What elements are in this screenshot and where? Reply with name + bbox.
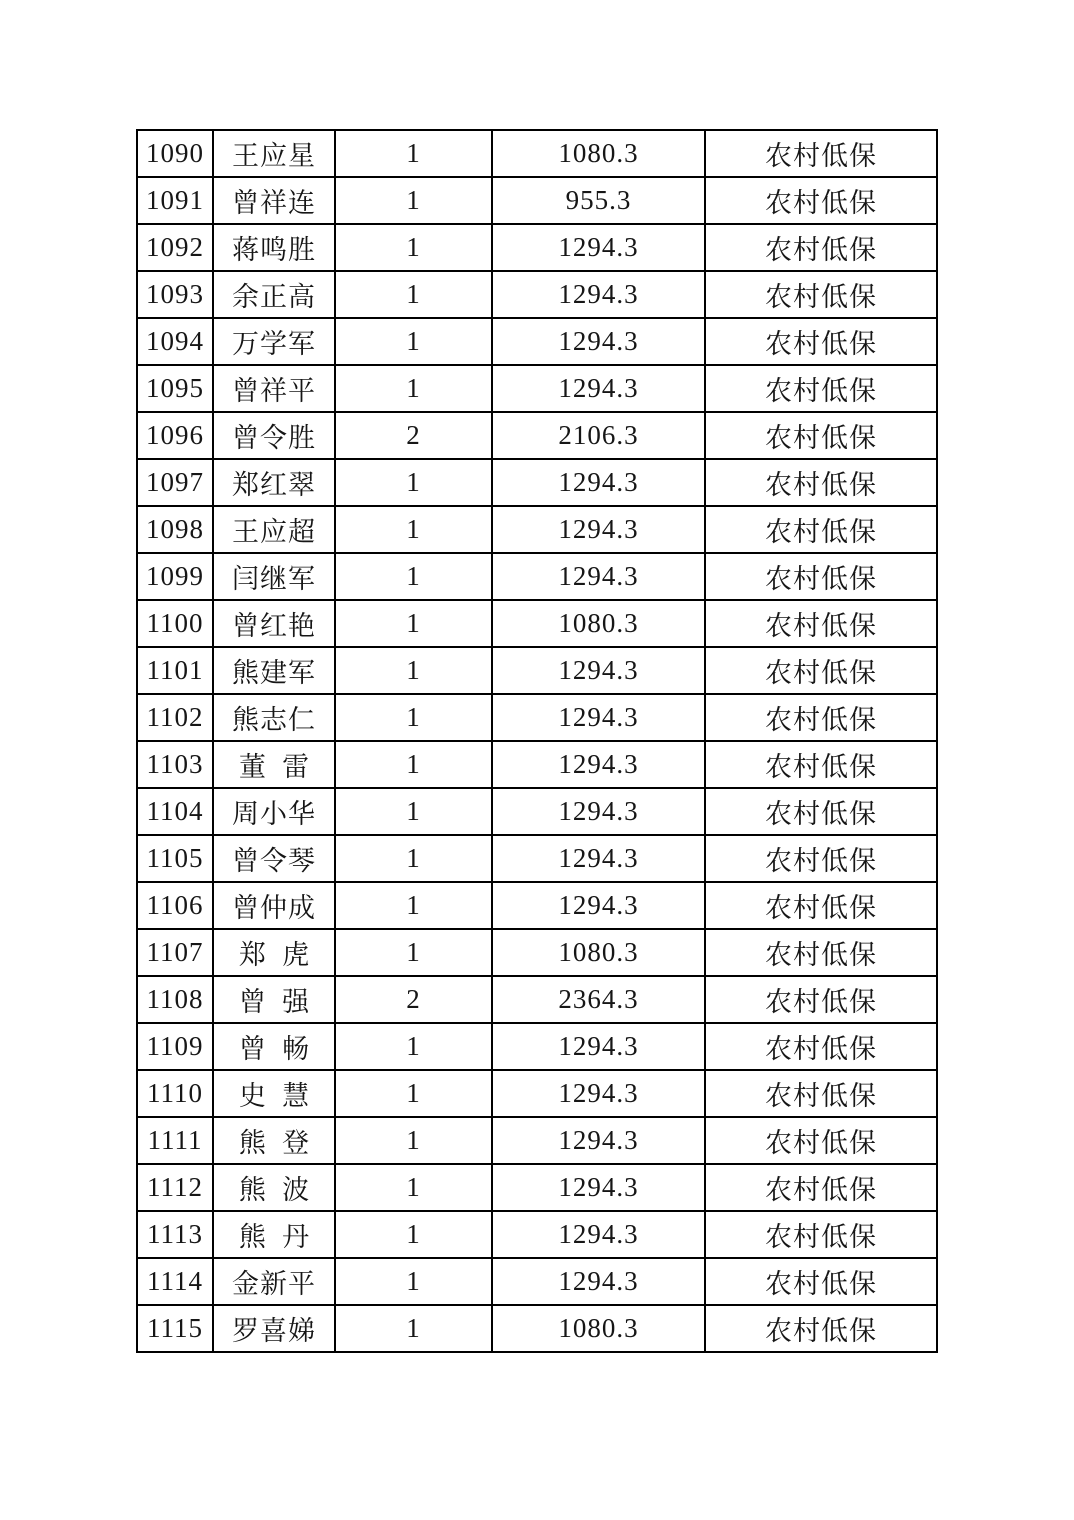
person-name: 罗喜娣	[232, 1316, 316, 1346]
cell-count: 1	[335, 694, 492, 741]
person-name: 曾强	[238, 987, 326, 1017]
cell-category: 农村低保	[705, 553, 937, 600]
cell-count: 1	[335, 882, 492, 929]
cell-category: 农村低保	[705, 600, 937, 647]
table-row	[137, 365, 937, 412]
person-name: 熊志仁	[232, 705, 316, 735]
cell-serial-number: 1113	[137, 1211, 213, 1258]
cell-name	[213, 130, 335, 177]
cell-count: 1	[335, 1023, 492, 1070]
cell-category: 农村低保	[705, 835, 937, 882]
cell-serial-number: 1111	[137, 1117, 213, 1164]
person-name: 郑虎	[238, 940, 326, 970]
cell-amount: 1294.3	[492, 1258, 705, 1305]
person-name: 王应星	[232, 141, 316, 171]
cell-amount: 1294.3	[492, 224, 705, 271]
cell-category: 农村低保	[705, 1258, 937, 1305]
cell-category: 农村低保	[705, 224, 937, 271]
table-row	[137, 788, 937, 835]
cell-amount: 1294.3	[492, 459, 705, 506]
person-name: 董雷	[238, 752, 326, 782]
cell-amount: 1294.3	[492, 1023, 705, 1070]
cell-serial-number: 1096	[137, 412, 213, 459]
cell-count: 1	[335, 365, 492, 412]
cell-count: 1	[335, 224, 492, 271]
cell-count: 2	[335, 412, 492, 459]
cell-name	[213, 741, 335, 788]
cell-name	[213, 976, 335, 1023]
cell-amount: 1294.3	[492, 1211, 705, 1258]
cell-name	[213, 929, 335, 976]
cell-category: 农村低保	[705, 506, 937, 553]
cell-amount: 2364.3	[492, 976, 705, 1023]
cell-category: 农村低保	[705, 1117, 937, 1164]
table-row	[137, 1305, 937, 1352]
cell-category: 农村低保	[705, 1023, 937, 1070]
cell-amount: 1080.3	[492, 600, 705, 647]
cell-category: 农村低保	[705, 976, 937, 1023]
person-name: 郑红翠	[232, 470, 316, 500]
cell-category: 农村低保	[705, 271, 937, 318]
cell-count: 1	[335, 271, 492, 318]
cell-amount: 1294.3	[492, 1117, 705, 1164]
cell-category: 农村低保	[705, 647, 937, 694]
cell-category: 农村低保	[705, 412, 937, 459]
table-row	[137, 224, 937, 271]
person-name: 周小华	[232, 799, 316, 829]
cell-count: 1	[335, 741, 492, 788]
table-row	[137, 177, 937, 224]
table-body	[137, 130, 937, 1352]
cell-serial-number: 1090	[137, 130, 213, 177]
cell-amount: 2106.3	[492, 412, 705, 459]
cell-serial-number: 1097	[137, 459, 213, 506]
cell-serial-number: 1115	[137, 1305, 213, 1352]
cell-name	[213, 412, 335, 459]
cell-count: 1	[335, 647, 492, 694]
cell-count: 1	[335, 1164, 492, 1211]
cell-category: 农村低保	[705, 694, 937, 741]
cell-amount: 1080.3	[492, 1305, 705, 1352]
cell-category: 农村低保	[705, 130, 937, 177]
person-name: 曾令琴	[232, 846, 316, 876]
cell-name	[213, 1023, 335, 1070]
person-name: 金新平	[232, 1269, 316, 1299]
cell-category: 农村低保	[705, 1211, 937, 1258]
cell-name	[213, 224, 335, 271]
cell-name	[213, 600, 335, 647]
cell-name	[213, 1070, 335, 1117]
cell-name	[213, 506, 335, 553]
cell-name	[213, 1258, 335, 1305]
cell-name	[213, 694, 335, 741]
cell-amount: 1294.3	[492, 506, 705, 553]
table-row	[137, 1070, 937, 1117]
cell-name	[213, 788, 335, 835]
person-name: 曾仲成	[232, 893, 316, 923]
cell-serial-number: 1094	[137, 318, 213, 365]
cell-name	[213, 1211, 335, 1258]
cell-category: 农村低保	[705, 929, 937, 976]
table-row	[137, 882, 937, 929]
cell-serial-number: 1095	[137, 365, 213, 412]
person-name: 曾祥平	[232, 376, 316, 406]
cell-serial-number: 1114	[137, 1258, 213, 1305]
cell-serial-number: 1109	[137, 1023, 213, 1070]
cell-name	[213, 271, 335, 318]
person-name: 蒋鸣胜	[232, 235, 316, 265]
table-row	[137, 1258, 937, 1305]
person-name: 曾祥连	[232, 188, 316, 218]
cell-name	[213, 1164, 335, 1211]
cell-name	[213, 459, 335, 506]
table-row	[137, 271, 937, 318]
cell-category: 农村低保	[705, 788, 937, 835]
cell-amount: 1080.3	[492, 130, 705, 177]
cell-name	[213, 1305, 335, 1352]
cell-name	[213, 365, 335, 412]
table-row	[137, 412, 937, 459]
person-name: 史慧	[238, 1081, 326, 1111]
cell-amount: 1294.3	[492, 882, 705, 929]
cell-amount: 1294.3	[492, 365, 705, 412]
cell-name	[213, 647, 335, 694]
cell-amount: 1294.3	[492, 318, 705, 365]
cell-serial-number: 1110	[137, 1070, 213, 1117]
table-row	[137, 1211, 937, 1258]
person-name: 余正高	[232, 282, 316, 312]
table-row	[137, 318, 937, 365]
cell-count: 1	[335, 1258, 492, 1305]
cell-name	[213, 318, 335, 365]
cell-count: 1	[335, 318, 492, 365]
cell-count: 1	[335, 553, 492, 600]
cell-category: 农村低保	[705, 882, 937, 929]
table-row	[137, 459, 937, 506]
person-name: 王应超	[232, 517, 316, 547]
cell-amount: 1294.3	[492, 694, 705, 741]
cell-amount: 1294.3	[492, 271, 705, 318]
table-row	[137, 553, 937, 600]
person-name: 熊建军	[232, 658, 316, 688]
table-row	[137, 694, 937, 741]
person-name: 熊波	[238, 1175, 326, 1205]
table-row	[137, 506, 937, 553]
cell-category: 农村低保	[705, 177, 937, 224]
table-row	[137, 1117, 937, 1164]
cell-category: 农村低保	[705, 741, 937, 788]
cell-amount: 1294.3	[492, 835, 705, 882]
cell-serial-number: 1104	[137, 788, 213, 835]
cell-serial-number: 1103	[137, 741, 213, 788]
person-name: 熊丹	[238, 1222, 326, 1252]
cell-serial-number: 1100	[137, 600, 213, 647]
cell-count: 1	[335, 1305, 492, 1352]
person-name: 万学军	[232, 329, 316, 359]
cell-name	[213, 553, 335, 600]
cell-category: 农村低保	[705, 1164, 937, 1211]
cell-category: 农村低保	[705, 365, 937, 412]
cell-name	[213, 177, 335, 224]
cell-count: 2	[335, 976, 492, 1023]
cell-serial-number: 1106	[137, 882, 213, 929]
table-row	[137, 929, 937, 976]
cell-serial-number: 1112	[137, 1164, 213, 1211]
cell-count: 1	[335, 1117, 492, 1164]
cell-amount: 1294.3	[492, 788, 705, 835]
cell-amount: 1294.3	[492, 647, 705, 694]
cell-serial-number: 1099	[137, 553, 213, 600]
person-name: 闫继军	[232, 564, 316, 594]
cell-count: 1	[335, 459, 492, 506]
person-name: 曾令胜	[232, 423, 316, 453]
table-row	[137, 1164, 937, 1211]
cell-amount: 1294.3	[492, 1164, 705, 1211]
cell-amount: 1294.3	[492, 1070, 705, 1117]
cell-amount: 955.3	[492, 177, 705, 224]
cell-serial-number: 1098	[137, 506, 213, 553]
cell-name	[213, 1117, 335, 1164]
cell-serial-number: 1091	[137, 177, 213, 224]
cell-count: 1	[335, 130, 492, 177]
cell-serial-number: 1101	[137, 647, 213, 694]
benefit-table	[136, 129, 938, 1353]
cell-amount: 1080.3	[492, 929, 705, 976]
cell-amount: 1294.3	[492, 553, 705, 600]
cell-category: 农村低保	[705, 1070, 937, 1117]
cell-category: 农村低保	[705, 459, 937, 506]
table-row	[137, 741, 937, 788]
cell-amount: 1294.3	[492, 741, 705, 788]
person-name: 熊登	[238, 1128, 326, 1158]
cell-category: 农村低保	[705, 318, 937, 365]
cell-serial-number: 1108	[137, 976, 213, 1023]
cell-count: 1	[335, 1070, 492, 1117]
table-row	[137, 600, 937, 647]
cell-count: 1	[335, 835, 492, 882]
table-row	[137, 835, 937, 882]
cell-count: 1	[335, 788, 492, 835]
table-row	[137, 130, 937, 177]
cell-name	[213, 882, 335, 929]
cell-serial-number: 1102	[137, 694, 213, 741]
cell-count: 1	[335, 1211, 492, 1258]
cell-category: 农村低保	[705, 1305, 937, 1352]
cell-count: 1	[335, 929, 492, 976]
table-row	[137, 647, 937, 694]
cell-serial-number: 1093	[137, 271, 213, 318]
cell-count: 1	[335, 506, 492, 553]
cell-serial-number: 1092	[137, 224, 213, 271]
cell-count: 1	[335, 600, 492, 647]
person-name: 曾畅	[238, 1034, 326, 1064]
cell-serial-number: 1107	[137, 929, 213, 976]
table-row	[137, 976, 937, 1023]
cell-count: 1	[335, 177, 492, 224]
cell-serial-number: 1105	[137, 835, 213, 882]
table-row	[137, 1023, 937, 1070]
person-name: 曾红艳	[232, 611, 316, 641]
cell-name	[213, 835, 335, 882]
